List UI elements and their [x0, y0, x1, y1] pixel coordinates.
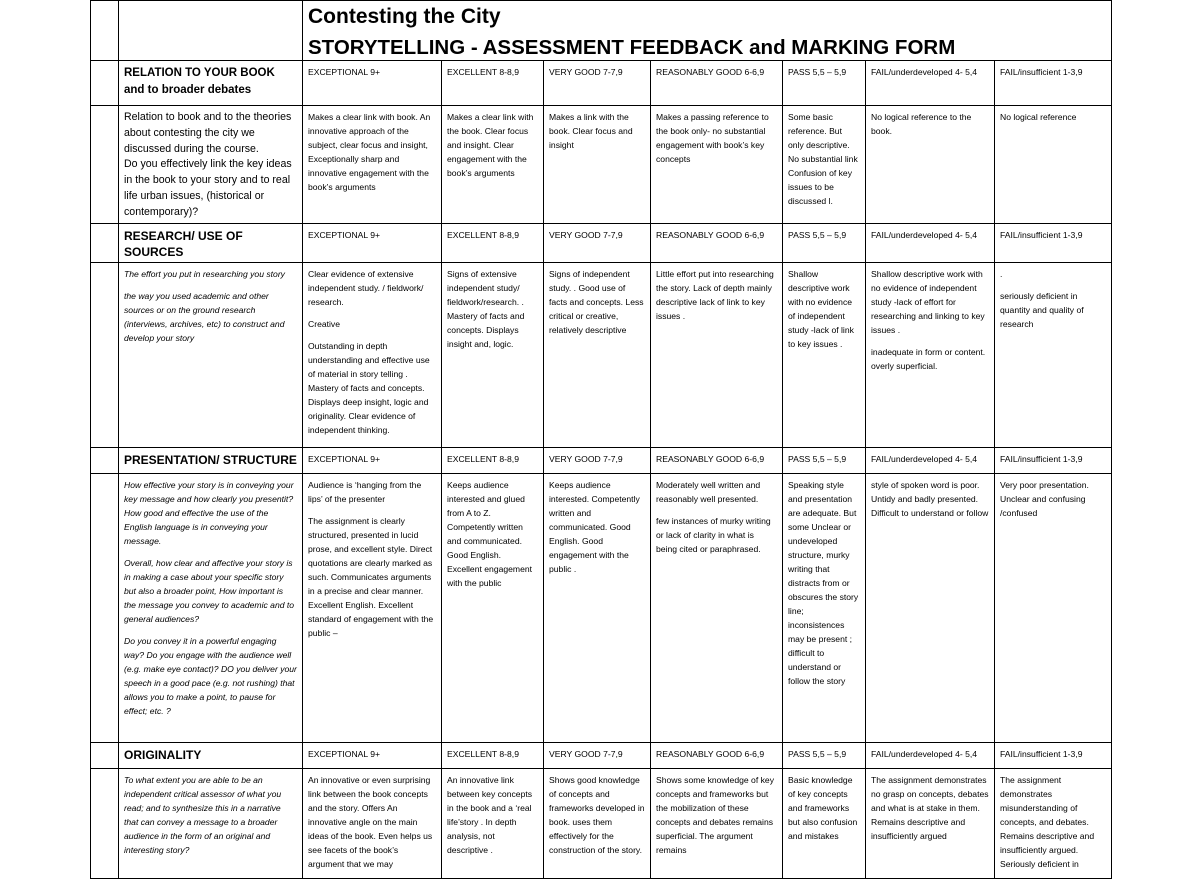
- descriptor-text: Some basic reference. But only descriptive. No substantial link Confusion of key issues to be discussed l.: [788, 112, 858, 206]
- descriptor-text: Makes a clear link with book. An innovative approach of the subject, clear focus and insight, Exceptionally sharp and innovative engagement with the book’s arguments: [308, 112, 431, 192]
- document-subtitle: STORYTELLING - ASSESSMENT FEEDBACK and MARKING FORM: [308, 36, 956, 59]
- descriptor-cell: [651, 262, 783, 447]
- descriptor-cell: [442, 473, 544, 742]
- descriptor-text: Signs of extensive independent study/ fieldwork/research. . Mastery of facts and concepts. Displays insight and, logic.: [447, 268, 525, 349]
- marking-form-table: [90, 0, 1112, 879]
- criteria-cell: [119, 473, 303, 742]
- descriptor-text: An innovative link between key concepts in the book and a ‘real life’story . In depth analysis, not descriptive .: [447, 774, 533, 855]
- row-number-cell: [91, 768, 119, 878]
- grade-band: PASS 5,5 – 5,9: [783, 61, 866, 106]
- descriptor-text: Speaking style and presentation are adequate. But some Unclear or undeveloped structure, murky writing that distracts from or obscures the story line; inconsistences may be present ; difficult to understand or follow the story: [788, 479, 859, 686]
- grade-band: VERY GOOD 7-7,9: [544, 742, 651, 768]
- row-number-cell: [91, 447, 119, 473]
- descriptor-text: Outstanding in depth understanding and effective use of material in story telling . Mastery of facts and concepts. Displays deep insight, logic and originality. Clear evidence of independent thinking.: [308, 340, 430, 435]
- descriptor-cell: [651, 768, 783, 878]
- criteria-cell: [119, 262, 303, 447]
- descriptor-cell: [995, 262, 1112, 447]
- section-body-row: [91, 473, 1112, 742]
- descriptor-text: few instances of murky writing or lack of clarity in what is being cited or paraphrased.: [656, 515, 771, 554]
- marking-form-page: [90, 0, 1111, 869]
- descriptor-text: Moderately well written and reasonably well presented.: [656, 479, 761, 504]
- grade-band: FAIL/insufficient 1-3,9: [995, 61, 1112, 106]
- descriptor-cell: [303, 768, 442, 878]
- descriptor-text: Very poor presentation. Unclear and confusing /confused: [1000, 479, 1089, 518]
- descriptor-text: Shows good knowledge of concepts and frameworks developed in book. uses them effectively for the construction of the story.: [549, 774, 645, 855]
- descriptor-cell: [303, 262, 442, 447]
- row-number-cell: [91, 473, 119, 742]
- descriptor-cell: [783, 106, 866, 224]
- descriptor-cell: [303, 473, 442, 742]
- descriptor-text: Makes a passing reference to the book only- no substantial engagement with book’s key concepts: [656, 112, 769, 164]
- criteria-text: Do you convey it in a powerful engaging way? Do you engage with the audience well (e.g. make eye contact)? DO you deliver your speech in a good pace (e.g. not rushing) that allows you to make a point, to pause for effect; etc. ?: [124, 635, 297, 716]
- section-heading: PRESENTATION/ STRUCTURE: [119, 447, 303, 473]
- grade-band: EXCEPTIONAL 9+: [303, 447, 442, 473]
- descriptor-text: The assignment demonstrates no grasp on concepts, debates and what is at stake in them. Remains descriptive and insufficiently argued: [871, 774, 989, 841]
- section-body-row: [91, 768, 1112, 878]
- descriptor-cell: [783, 262, 866, 447]
- row-number-cell: [91, 61, 119, 106]
- descriptor-text: Shallow descriptive work with no evidence of independent study -lack of link to key issues .: [788, 268, 854, 349]
- descriptor-cell: [783, 473, 866, 742]
- section-heading: RELATION TO YOUR BOOK and to broader debates: [119, 61, 303, 106]
- grade-band: EXCEPTIONAL 9+: [303, 742, 442, 768]
- blank-cell: [119, 1, 303, 61]
- section-header-row: [91, 223, 1112, 262]
- grade-band: VERY GOOD 7-7,9: [544, 223, 651, 262]
- descriptor-text: style of spoken word is poor. Untidy and badly presented. Difficult to understand or follow: [871, 479, 989, 518]
- descriptor-cell: [995, 106, 1112, 224]
- descriptor-cell: [995, 768, 1112, 878]
- descriptor-text: .: [1000, 268, 1003, 279]
- grade-band: FAIL/insufficient 1-3,9: [995, 742, 1112, 768]
- descriptor-text: Clear evidence of extensive independent study. / fieldwork/ research.: [308, 268, 424, 307]
- descriptor-cell: [866, 106, 995, 224]
- grade-band: FAIL/insufficient 1-3,9: [995, 223, 1112, 262]
- descriptor-text: Shallow descriptive work with no evidence of independent study -lack of effort for researching and linking to key issues .: [871, 268, 985, 335]
- row-number-cell: [91, 1, 119, 61]
- criteria-text: To what extent you are able to be an independent critical assessor of what you read; and to synthesize this in a narrative that can convey a message to a broader audience in the form of an original and interesting story?: [124, 774, 282, 855]
- descriptor-text: Keeps audience interested and glued from A to Z. Competently written and communicated. Good English. Excellent engagement with the public: [447, 479, 533, 588]
- descriptor-text: An innovative or even surprising link between the book concepts and the story. Offers An innovative angle on the main ideas of the book. Even helps us see facets of the book’s argument that we may: [308, 774, 433, 869]
- descriptor-cell: [995, 473, 1112, 742]
- grade-band: EXCELLENT 8-8,9: [442, 742, 544, 768]
- descriptor-text: No logical reference to the book.: [871, 112, 972, 136]
- descriptor-text: Shows some knowledge of key concepts and frameworks but the mobilization of these concepts and debates remains superficial. The argument remains: [656, 774, 774, 855]
- grade-band: VERY GOOD 7-7,9: [544, 447, 651, 473]
- grade-band: FAIL/underdeveloped 4- 5,4: [866, 447, 995, 473]
- descriptor-cell: [442, 106, 544, 224]
- criteria-text: the way you used academic and other sources or on the ground research (interviews, archives, etc) to construct and develop your story: [124, 290, 285, 343]
- descriptor-cell: [544, 106, 651, 224]
- section-body-row: [91, 262, 1112, 447]
- criteria-text: Overall, how clear and affective your story is in making a case about your specific story but also a broader point, How important is the message you convey to academic and to general audiences?: [124, 557, 295, 624]
- descriptor-text: Audience is ‘hanging from the lips’ of the presenter: [308, 479, 422, 504]
- criteria-cell: [119, 768, 303, 878]
- grade-band: EXCELLENT 8-8,9: [442, 223, 544, 262]
- descriptor-text: Signs of independent study. . Good use of facts and concepts. Less critical or creative, relatively descriptive: [549, 268, 644, 335]
- descriptor-text: The assignment is clearly structured, presented in lucid prose, and excellent style. Direct quotations are clearly marked as such. Communicates arguments in a precise and clear manner. Excellent English. Excellent standard of engagement with the public –: [308, 515, 434, 638]
- grade-band: EXCELLENT 8-8,9: [442, 61, 544, 106]
- descriptor-text: Basic knowledge of key concepts and frameworks but also confusion and mistakes: [788, 774, 858, 841]
- descriptor-text: No logical reference: [1000, 112, 1077, 122]
- document-title: Contesting the City: [308, 5, 501, 28]
- descriptor-text: seriously deficient in quantity and quality of research: [1000, 290, 1084, 329]
- grade-band: REASONABLY GOOD 6-6,9: [651, 447, 783, 473]
- section-header-row: [91, 61, 1112, 106]
- descriptor-text: The assignment demonstrates misunderstanding of concepts, and debates. Remains descriptive and insufficiently argued. Seriously deficient in: [1000, 774, 1095, 869]
- criteria-text: The effort you put in researching you story: [124, 268, 285, 279]
- grade-band: REASONABLY GOOD 6-6,9: [651, 742, 783, 768]
- grade-band: PASS 5,5 – 5,9: [783, 447, 866, 473]
- section-heading: ORIGINALITY: [119, 742, 303, 768]
- section-heading: RESEARCH/ USE OF SOURCES: [119, 223, 303, 262]
- row-number-cell: [91, 106, 119, 224]
- descriptor-text: inadequate in form or content. overly superficial.: [871, 346, 986, 371]
- grade-band: EXCEPTIONAL 9+: [303, 61, 442, 106]
- grade-band: PASS 5,5 – 5,9: [783, 742, 866, 768]
- grade-band: PASS 5,5 – 5,9: [783, 223, 866, 262]
- row-number-cell: [91, 262, 119, 447]
- descriptor-text: Keeps audience interested. Competently written and communicated. Good English. Good engagement with the public .: [549, 479, 640, 574]
- grade-band: EXCELLENT 8-8,9: [442, 447, 544, 473]
- grade-band: EXCEPTIONAL 9+: [303, 223, 442, 262]
- descriptor-cell: [651, 473, 783, 742]
- descriptor-cell: [442, 262, 544, 447]
- descriptor-text: Makes a link with the book. Clear focus and insight: [549, 112, 633, 150]
- descriptor-text: Creative: [308, 318, 340, 329]
- descriptor-cell: [544, 262, 651, 447]
- row-number-cell: [91, 223, 119, 262]
- descriptor-cell: [651, 106, 783, 224]
- descriptor-cell: [544, 768, 651, 878]
- grade-band: FAIL/underdeveloped 4- 5,4: [866, 742, 995, 768]
- descriptor-cell: [783, 768, 866, 878]
- descriptor-cell: [866, 262, 995, 447]
- document-title-cell: [303, 1, 1112, 61]
- section-header-row: [91, 447, 1112, 473]
- criteria-text: Relation to book and to the theories about contesting the city we discussed during the course.: [124, 111, 292, 155]
- criteria-text: Do you effectively link the key ideas in the book to your story and to real life urban issues, (historical or contemporary)?: [124, 158, 292, 218]
- descriptor-cell: [303, 106, 442, 224]
- criteria-cell: [119, 106, 303, 224]
- descriptor-cell: [544, 473, 651, 742]
- section-body-row: [91, 106, 1112, 224]
- descriptor-cell: [866, 473, 995, 742]
- grade-band: REASONABLY GOOD 6-6,9: [651, 223, 783, 262]
- descriptor-text: Little effort put into researching the story. Lack of depth mainly descriptive lack of link to key issues .: [656, 268, 774, 321]
- grade-band: FAIL/underdeveloped 4- 5,4: [866, 61, 995, 106]
- descriptor-cell: [442, 768, 544, 878]
- grade-band: VERY GOOD 7-7,9: [544, 61, 651, 106]
- grade-band: FAIL/underdeveloped 4- 5,4: [866, 223, 995, 262]
- title-row: [91, 1, 1112, 61]
- grade-band: FAIL/insufficient 1-3,9: [995, 447, 1112, 473]
- descriptor-cell: [866, 768, 995, 878]
- grade-band: REASONABLY GOOD 6-6,9: [651, 61, 783, 106]
- criteria-text: How effective your story is in conveying your key message and how clearly you presentit? How good and effective the use of the English language is in conveying your message.: [124, 479, 294, 546]
- row-number-cell: [91, 742, 119, 768]
- section-header-row: [91, 742, 1112, 768]
- descriptor-text: Makes a clear link with the book. Clear focus and insight. Clear engagement with the book’s arguments: [447, 112, 534, 178]
